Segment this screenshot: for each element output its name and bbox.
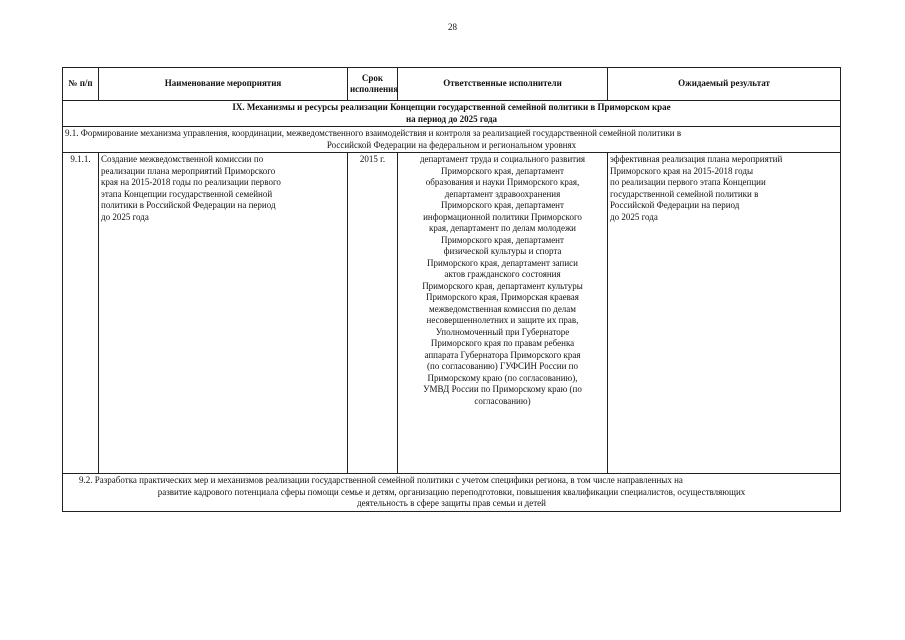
event-name — [99, 153, 348, 474]
header-name: Наименование мероприятия — [99, 68, 348, 101]
text-line: Приморскому краю (по согласованию), — [427, 372, 578, 383]
text-line: УМВД России по Приморскому краю (по — [423, 384, 582, 394]
text-line: края, департамент по делам молодежи — [429, 223, 576, 233]
header-responsible: Ответственные исполнители — [398, 68, 608, 101]
header-num: № п/п — [63, 68, 99, 101]
text-line: Приморского края, департамент — [441, 234, 564, 245]
text-line: реализации плана мероприятий Приморского — [101, 165, 276, 176]
text-line: государственной семейной политики в — [610, 188, 759, 199]
row-number: 9.1.1. — [63, 153, 99, 474]
text-line: Приморского края, Приморская краевая — [426, 292, 579, 302]
text-line: края на 2015-2018 годы по реализации первого — [101, 177, 281, 187]
table-header-row — [63, 68, 841, 101]
text-line: до 2025 года — [610, 211, 658, 222]
subsection-9-1 — [63, 127, 841, 153]
text-line: образования и науки Приморского края, — [425, 177, 580, 187]
page-number: 28 — [448, 22, 457, 32]
section-heading — [63, 101, 841, 127]
text-line: этапа Концепции государственной семейной — [101, 188, 273, 199]
text-line: аппарата Губернатора Приморского края — [424, 349, 581, 360]
text-line: Приморского края на 2015-2018 годы — [610, 165, 754, 176]
subsection-9-1-row — [63, 127, 841, 153]
subsection-9-2-line2: развитие кадрового потенциала сферы помощи семье и детям, организацию переподготовки, повышения квалификации специалистов, осуществляющих — [157, 486, 746, 497]
plan-table — [62, 67, 841, 512]
subsection-9-1-line1: 9.1. Формирование механизма управления, координации, межведомственного взаимодействия и контроля за реализацией государственной семейной политики в — [65, 128, 682, 138]
text-line: по реализации первого этапа Концепции — [610, 177, 766, 187]
table-row-9-1-1 — [63, 153, 841, 474]
text-line: Приморского края, департамент — [441, 200, 564, 210]
subsection-9-2-row — [63, 474, 841, 512]
subsection-9-2-line3: деятельность в сфере защиты прав семьи и детей — [357, 498, 546, 508]
subsection-9-2 — [63, 474, 841, 512]
text-line: до 2025 года — [101, 211, 149, 222]
text-line: физической культуры и спорта — [443, 246, 562, 256]
header-term — [348, 68, 398, 101]
header-term-line1: Срок — [361, 72, 384, 83]
subsection-9-2-line1: 9.2. Разработка практических мер и механизмов реализации государственной семейной политики с учетом специфики региона, в том числе направленных на — [79, 475, 683, 485]
text-line: (по согласованию) ГУФСИН России по — [427, 361, 578, 371]
subsection-9-1-line2: Российской Федерации на федеральном и региональном уровнях — [326, 139, 577, 150]
text-line: актов гражданского состояния — [444, 269, 561, 279]
text-line: Уполномоченный при Губернаторе — [435, 326, 570, 337]
event-term: 2015 г. — [348, 153, 398, 474]
text-line: межведомственная комиссия по делам — [429, 303, 576, 314]
header-term-line2: исполнения — [350, 84, 399, 94]
expected-result — [608, 153, 841, 474]
text-line: Приморского края, департамент культуры — [422, 280, 583, 291]
header-result: Ожидаемый результат — [608, 68, 841, 101]
section-heading-row — [63, 101, 841, 127]
text-line: Приморского края, департамент записи — [426, 257, 578, 268]
text-line: согласованию) — [474, 395, 531, 406]
text-line: Приморского края по правам ребенка — [430, 338, 575, 348]
text-line: политики в Российской Федерации на период — [101, 200, 276, 210]
section-heading-line1: IX. Механизмы и ресурсы реализации Концепции государственной семейной политики в Приморском крае — [232, 102, 671, 112]
text-line: Приморского края, департамент — [441, 165, 564, 176]
text-line: Российской Федерации на период — [610, 200, 740, 210]
text-line: Создание межведомственной комиссии по — [101, 154, 264, 164]
text-line: несовершеннолетних и защите их прав, — [426, 315, 579, 325]
text-line: департамент труда и социального развития — [419, 154, 586, 164]
section-heading-line2: на период до 2025 года — [405, 113, 498, 124]
text-line: департамент здравоохранения — [444, 188, 561, 199]
responsible-executors — [398, 153, 608, 474]
text-line: эффективная реализация плана мероприятий — [610, 154, 783, 164]
text-line: информационной политики Приморского — [423, 211, 582, 222]
